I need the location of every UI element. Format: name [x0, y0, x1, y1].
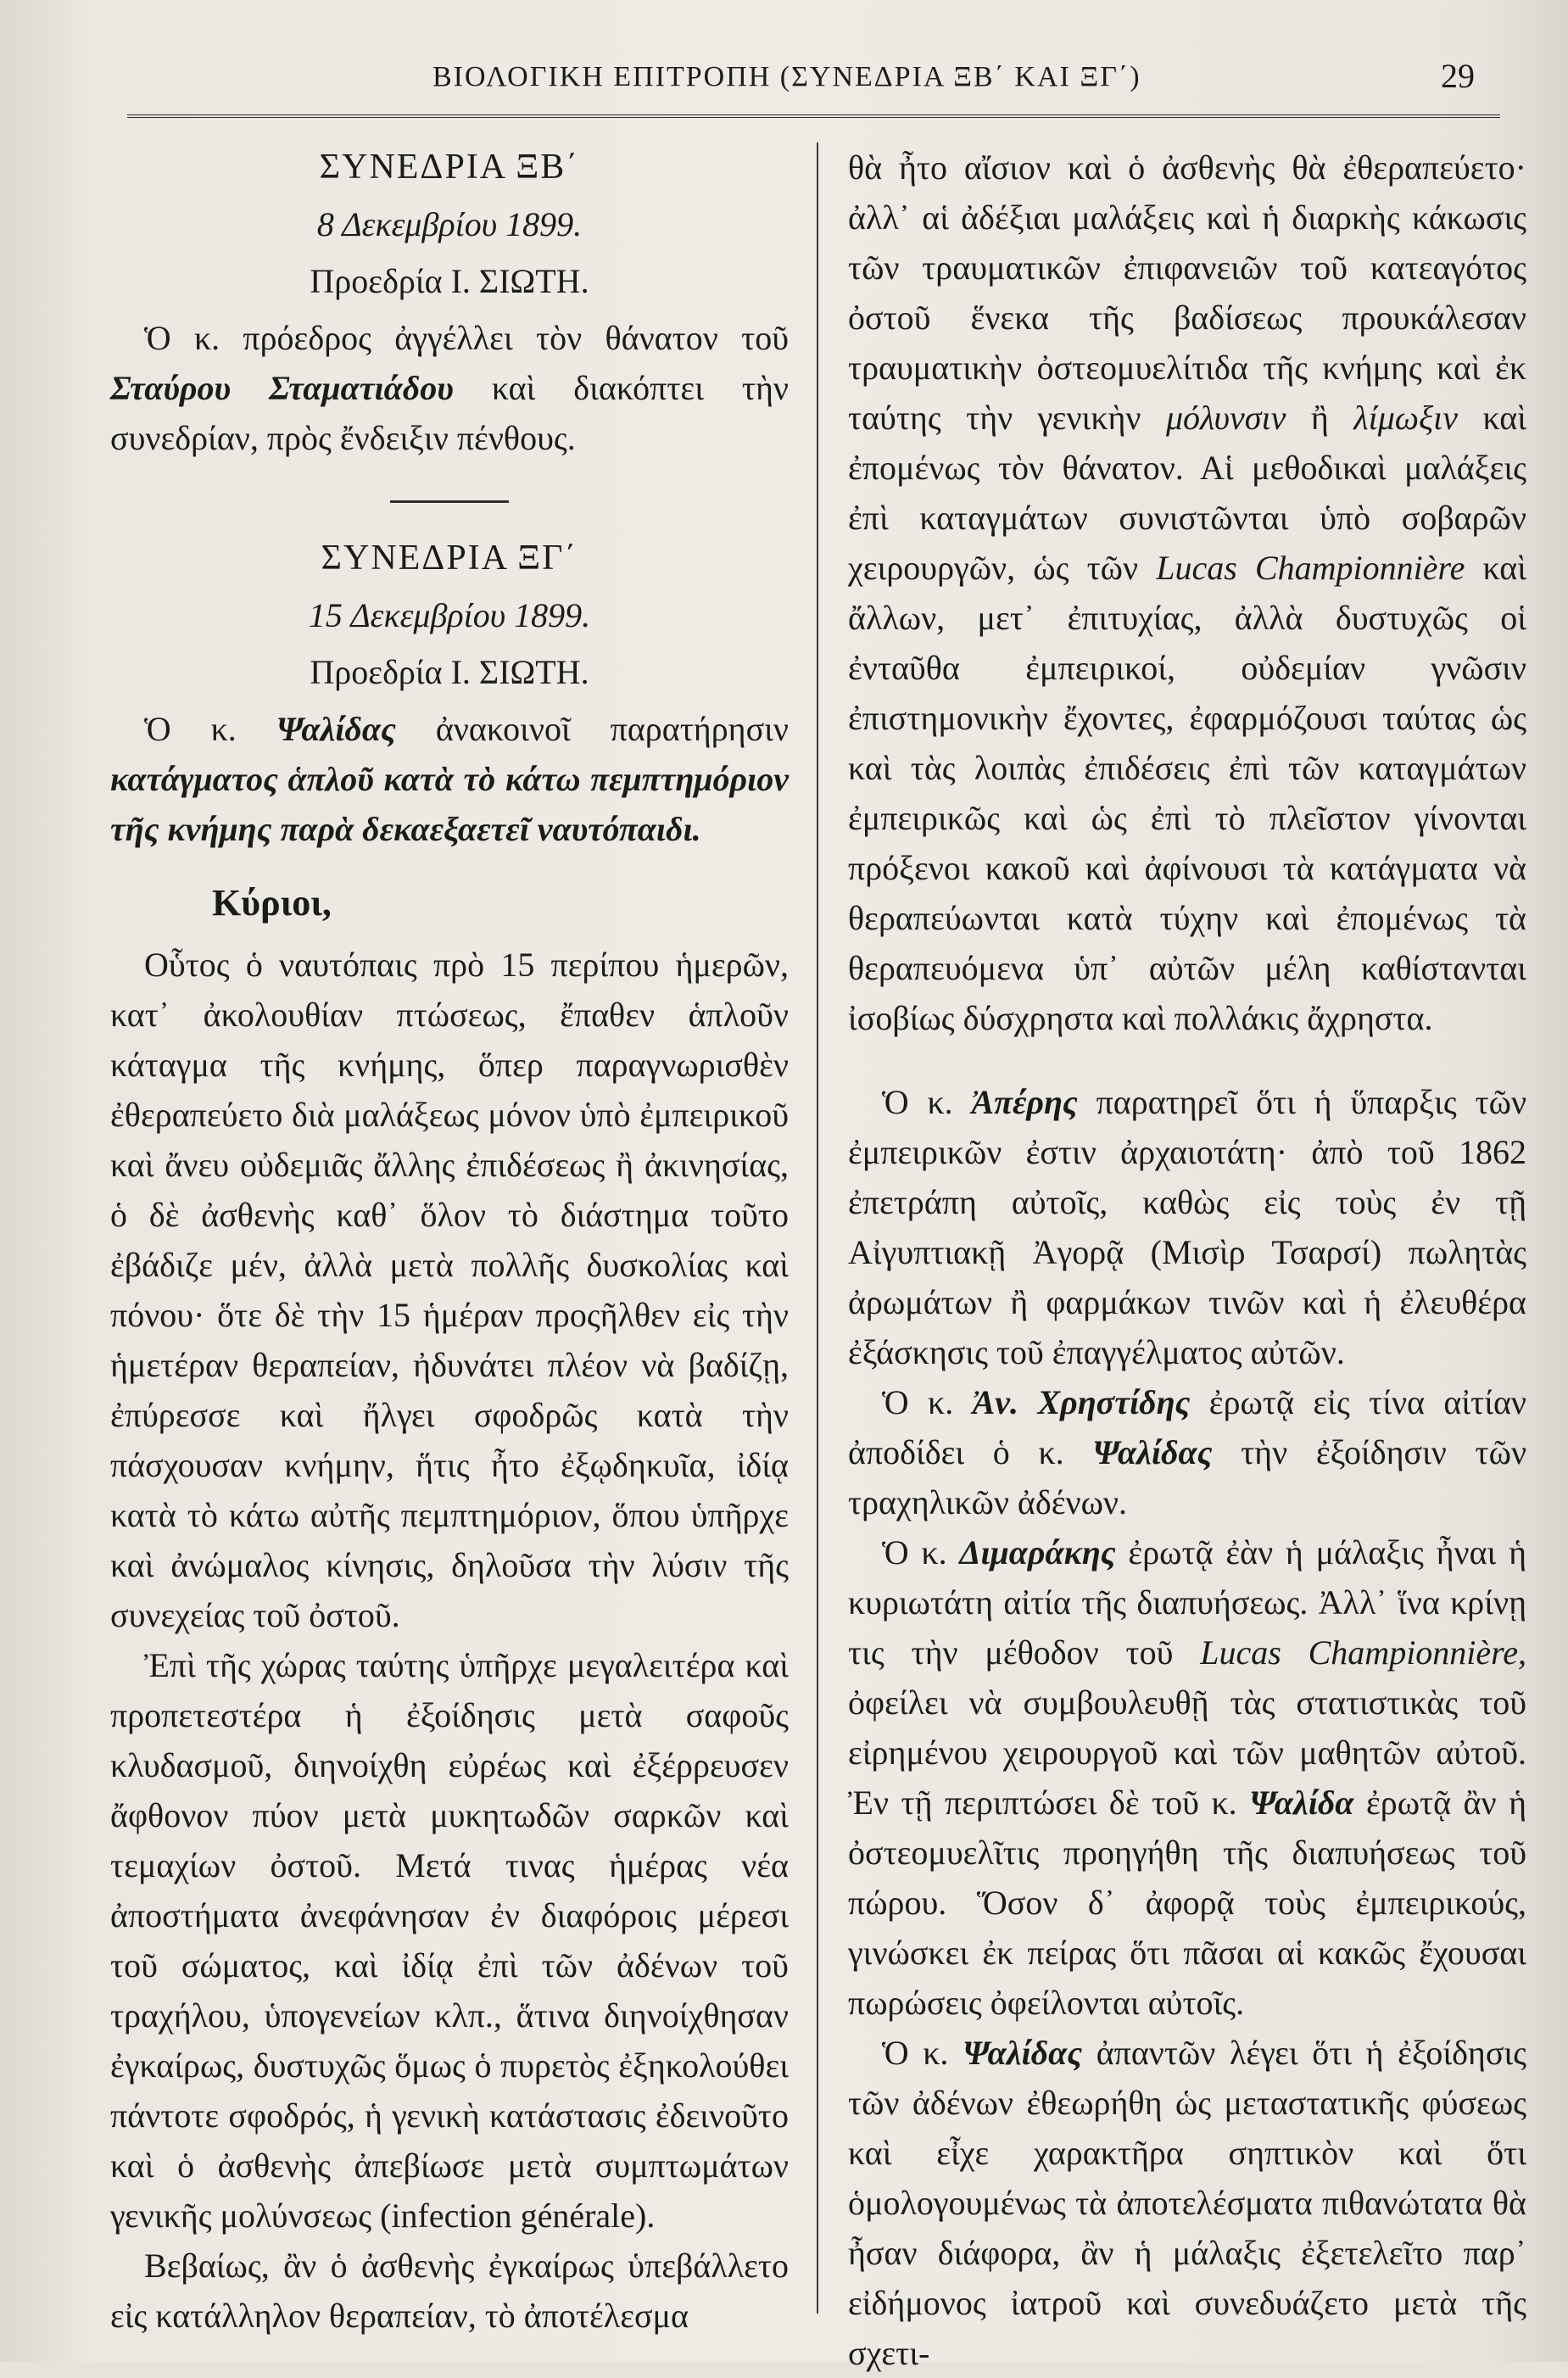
right-paragraph-5 [848, 2028, 1526, 2378]
right-p1-term1: μόλυνσιν [1165, 399, 1286, 437]
right-paragraph-1 [848, 142, 1526, 1043]
left-column [110, 142, 789, 2341]
session2-intro-prefix: Ὁ κ. [144, 710, 237, 748]
session1-title: ΣΥΝΕΔΡΙΑ ΞΒ΄ [319, 148, 580, 187]
right-p2-rest: παρατηρεῖ ὅτι ἡ ὕπαρξις τῶν ἐμπειρικῶν ἐστιν ἀρχαιοτάτη· ἀπὸ τοῦ 1862 ἐπετράπη αὐτοῖς, καθὼς εἰς τοὺς ἐν τῇ Αἰγυπτιακῇ Ἀγορᾷ (Μισὶρ Τσαρσί) πωλητὰς ἀρωμάτων ἢ φαρμάκων τινῶν καὶ ἡ ἐλευθέρα ἐξάσκησις τοῦ ἐπαγγέλματος αὐτῶν. [848, 1083, 1527, 1371]
left-paragraph-2: Ἐπὶ τῆς χώρας ταύτης ὑπῆρχε μεγαλειτέρα καὶ προπετεστέρα ἡ ἐξοίδησις μετὰ σαφοῦς κλυδασμοῦ, διηνοίχθη εὐρέως καὶ ἐξέρρευσεν ἄφθονον πύον μετὰ μυκητωδῶν σαρκῶν καὶ τεμαχίων ὀστοῦ. Μετά τινας ἡμέρας νέα ἀποστήματα ἀνεφάνησαν ἐν διαφόροις μέρεσι τοῦ σώματος, καὶ ἰδίᾳ ἐπὶ τῶν ἀδένων τοῦ τραχήλου, ὑπογενείων κλπ., ἅτινα διηνοίχθησαν ἐγκαίρως, δυστυχῶς ὅμως ὁ πυρετὸς ἐξηκολούθει πάντοτε σφοδρός, ἡ γενικὴ κατάστασις ἐδεινοῦτο καὶ ὁ ἀσθενὴς ἀπεβίωσε μετὰ συμπτωμάτων γενικῆς μολύνσεως (infection générale). [110, 1646, 789, 2235]
session1-deceased-name: Σταύρου Σταματιάδου [110, 369, 454, 407]
right-column [848, 142, 1526, 2378]
running-title: ΒΙΟΛΟΓΙΚΗ ΕΠΙΤΡΟΠΗ (ΣΥΝΕΔΡΙΑ ΞΒ΄ ΚΑΙ ΞΓ΄) [432, 61, 1141, 92]
right-p4-prefix: Ὁ κ. [882, 1533, 947, 1571]
right-paragraph-2 [848, 1077, 1526, 1377]
session1-chair: Προεδρία Ι. ΣΙΩΤΗ. [310, 262, 589, 300]
column-divider [817, 142, 818, 2314]
right-p3-prefix: Ὁ κ. [882, 1383, 954, 1421]
right-p1-a: θὰ ἦτο αἴσιον καὶ ὁ ἀσθενὴς θὰ ἐθεραπεύετο· ἀλλ᾽ αἱ ἀδέξιαι μαλάξεις καὶ ἡ διαρκὴς κάκωσις τῶν τραυματικῶν ἐπιφανειῶν τοῦ κατεαγότος ὀστοῦ ἕνεκα τῆς βαδίσεως προυκάλεσαν τραυματικὴν ὀστεομυελίτιδα τῆς κνήμης καὶ ἐκ ταύτης τὴν γενικὴν [848, 148, 1526, 437]
section-divider [390, 500, 509, 503]
right-paragraph-3 [848, 1377, 1526, 1527]
right-p3-name: Ἀν. Χρηστίδης [972, 1383, 1191, 1421]
right-p4-name: Διμαράκης [959, 1533, 1116, 1571]
session1-p1-rest: καὶ διακόπτει τὴν συνεδρίαν, πρὸς ἔνδειξιν πένθους. [110, 369, 789, 457]
right-p4-a: ἐρωτᾷ ἐὰν ἡ μάλαξις ἦναι ἡ κυριωτάτη αἰτία τῆς διαπυήσεως. Ἀλλ᾽ ἵνα κρίνῃ τις τὴν μέθοδον τοῦ [848, 1533, 1527, 1672]
left-paragraph-1: Οὗτος ὁ ναυτόπαις πρὸ 15 περίπου ἡμερῶν, κατ᾽ ἀκολουθίαν πτώσεως, ἔπαθεν ἁπλοῦν κάταγμα τῆς κνήμης, ὅπερ παραγνωρισθὲν ἐθεραπεύετο διὰ μαλάξεως μόνον ὑπὸ ἐμπειρικοῦ καὶ ἄνευ οὐδεμιᾶς ἄλλης ἐπιδέσεως ἢ ἀκινησίας, ὁ δὲ ἀσθενὴς καθ᾽ ὅλον τὸ διάστημα τοῦτο ἐβάδιζε μέν, ἀλλὰ μετὰ πολλῆς δυσκολίας καὶ πόνου· ὅτε δὲ τὴν 15 ἡμέραν προςῆλθεν εἰς τὴν ἡμετέραν θεραπείαν, ἠδυνάτει πλέον νὰ βαδίζῃ, ἐπύρεσσε καὶ ἤλγει σφοδρῶς κατὰ τὴν πάσχουσαν κνήμην, ἥτις ἦτο ἐξῳδηκυῖα, ἰδίᾳ κατὰ τὸ κάτω αὐτῆς πεμπτημόριον, ὅπου ὑπῆρχε καὶ ἀνώμαλος κίνησις, δηλοῦσα τὴν λύσιν τῆς συνεχείας τοῦ ὀστοῦ. [110, 946, 789, 1634]
salutation: Κύριοι, [212, 882, 332, 924]
right-p1-b: καὶ ἐπομένως τὸν θάνατον. Αἱ μεθοδικαὶ μαλάξεις ἐπὶ καταγμάτων συνιστῶνται ὑπὸ σοβαρῶν χειρουργῶν, ὡς τῶν [848, 399, 1527, 587]
session2-title: ΣΥΝΕΔΡΙΑ ΞΓ΄ [321, 539, 578, 578]
session2-intro [110, 704, 789, 854]
header-rule [127, 114, 1500, 118]
right-p5-prefix: Ὁ κ. [882, 2034, 949, 2072]
session1-paragraph [110, 313, 789, 463]
session2-intro-title: κατάγματος ἁπλοῦ κατὰ τὸ κάτω πεμπτημόριον τῆς κνήμης παρὰ δεκαεξαετεῖ ναυτόπαιδι. [110, 760, 789, 848]
session1-p1: Ὁ κ. πρόεδρος ἀγγέλλει τὸν θάνατον τοῦ [144, 319, 789, 357]
right-p1-surgeon: Lucas Championnière [1156, 549, 1465, 587]
right-p2-name: Ἀπέρης [971, 1083, 1078, 1121]
session1-date: 8 Δεκεμβρίου 1899. [316, 205, 583, 243]
session2-intro-name: Ψαλίδας [276, 710, 396, 748]
right-p1-term2: λίμωξιν [1353, 399, 1459, 437]
right-p4-name2: Ψαλίδα [1249, 1784, 1354, 1822]
right-p2-prefix: Ὁ κ. [882, 1083, 953, 1121]
right-p3-rest: τὴν ἐξοίδησιν τῶν τραχηλικῶν ἀδένων. [848, 1433, 1527, 1521]
page-header [127, 51, 1500, 119]
right-p3-mid: ἐρωτᾷ εἰς τίνα αἰτίαν ἀποδίδει ὁ κ. [848, 1383, 1527, 1471]
right-p4-lucas: Lucas Championnière, [1200, 1633, 1527, 1672]
right-p1-c: καὶ ἄλλων, μετ᾽ ἐπιτυχίας, ἀλλὰ δυστυχῶς οἱ ἐνταῦθα ἐμπειρικοί, οὐδεμίαν γνῶσιν ἐπιστημονικὴν ἔχοντες, ἐφαρμόζουσι ταύτας ὡς καὶ τὰς λοιπὰς ἐπιδέσεις ἐπὶ τῶν καταγμάτων ἐμπειρικῶς καὶ ὡς ἐπὶ τὸ πλεῖστον γίνονται πρόξενοι κακοῦ καὶ ἀφίνουσι τὰ κατάγματα νὰ θεραπεύωνται κατὰ τύχην καὶ ἐπομένως τὰ θεραπευόμενα ὑπ᾽ αὐτῶν μέλη καθίστανται ἰσοβίως δύσχρηστα καὶ πολλάκις ἄχρηστα. [848, 549, 1527, 1037]
session2-date: 15 Δεκεμβρίου 1899. [308, 596, 591, 634]
right-p5-name: Ψαλίδας [962, 2034, 1083, 2072]
page-number: 29 [1441, 57, 1475, 95]
session2-intro-mid: ἀνακοινοῖ παρατήρησιν [435, 710, 789, 748]
session2-chair: Προεδρία Ι. ΣΙΩΤΗ. [310, 653, 589, 691]
right-p4-b: ὀφείλει νὰ συμβουλευθῇ τὰς στατιστικὰς τοῦ εἰρημένου χειρουργοῦ καὶ τῶν μαθητῶν αὐτοῦ. Ἐν τῇ περιπτώσει δὲ τοῦ κ. [848, 1683, 1526, 1822]
paragraph-gap [848, 1043, 1526, 1077]
right-paragraph-4 [848, 1527, 1526, 2028]
right-p5-rest: ἀπαντῶν λέγει ὅτι ἡ ἐξοίδησις τῶν ἀδένων ἐθεωρήθη ὡς μεταστατικῆς φύσεως καὶ εἶχε χαρακτῆρα σηπτικὸν καὶ ὅτι ὁμολογουμένως τὰ ἀποτελέσματα πιθανώτατα θὰ ἦσαν διάφορα, ἂν ἡ μάλαξις ἐξετελεῖτο παρ᾽ εἰδήμονος ἰατροῦ καὶ συνεδυάζετο μετὰ τῆς σχετι- [848, 2034, 1527, 2372]
right-p3-name2: Ψαλίδας [1092, 1433, 1213, 1471]
left-paragraph-3: Βεβαίως, ἂν ὁ ἀσθενὴς ἐγκαίρως ὑπεβάλλετο εἰς κατάλληλον θεραπείαν, τὸ ἀποτέλεσμα [110, 2247, 789, 2335]
right-p1-or: ἢ [1310, 399, 1329, 437]
right-p4-c: ἐρωτᾷ ἂν ἡ ὀστεομυελῖτις προηγήθη τῆς διαπυήσεως τοῦ πώρου. Ὅσον δ᾽ ἀφορᾷ τοὺς ἐμπειρικούς, γινώσκει ἐκ πείρας ὅτι πᾶσαι αἱ κακῶς ἔχουσαι πωρώσεις ὀφείλονται αὐτοῖς. [848, 1784, 1527, 2022]
